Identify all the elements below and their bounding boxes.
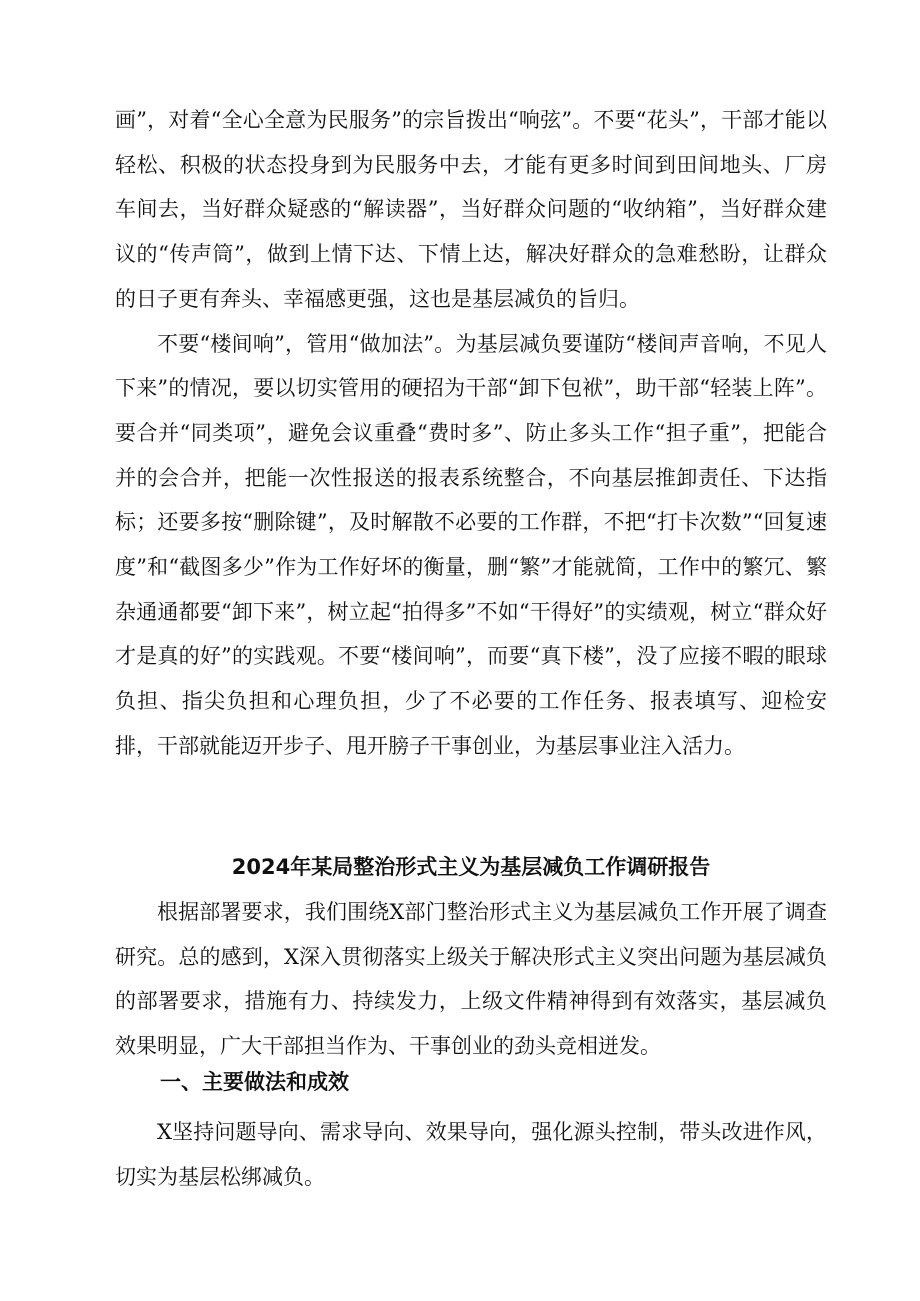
report-title: 2024年某局整治形式主义为基层减负工作调研报告 bbox=[231, 855, 711, 879]
section-paragraph: X坚持问题导向、需求导向、效果导向，强化源头控制，带头改进作风，切实为基层松绑减负。 bbox=[115, 1120, 827, 1189]
section-body bbox=[115, 1110, 827, 1199]
section-heading: 一、主要做法和成效 bbox=[160, 1070, 349, 1094]
body-paragraph: 不要“楼间响”，管用“做加法”。为基层减负要谨防“楼间声音响，不见人下来”的情况，要以切实管用的硬招为干部“卸下包袱”，助干部“轻装上阵”。要合并“同类项”，避免会议重叠“费时多”、防止多头工作“担子重”，把能合并的会合并，把能一次性报送的报表系统整合，不向基层推卸责任、下达指标；还要多按“删除键”，及时解散不必要的工作群，不把“打卡次数”“回复速度”和“截图多少”作为工作好坏的衡量，删“繁”才能就简，工作中的繁冗、繁杂通通都要“卸下来”，树立起“拍得多”不如“干得好”的实绩观，树立“群众好才是真的好”的实践观。不要“楼间响”，而要“真下楼”，没了应接不暇的眼球负担、指尖负担和心理负担，少了不必要的工作任务、报表填写、迎检安排，干部就能迈开步子、甩开膀子干事创业，为基层事业注入活力。 bbox=[115, 331, 827, 758]
body-paragraph-continued: 画”，对着“全心全意为民服务”的宗旨拨出“响弦”。不要“花头”，干部才能以轻松、积极的状态投身到为民服务中去，才能有更多时间到田间地头、厂房车间去，当好群众疑惑的“解读器”，当好群众问题的“收纳箱”，当好群众建议的“传声筒”，做到上情下达、下情上达，解决好群众的急难愁盼，让群众的日子更有奔头、幸福感更强，这也是基层减负的旨归。 bbox=[115, 108, 827, 311]
article-body bbox=[115, 98, 827, 769]
report-intro bbox=[115, 890, 827, 1069]
intro-paragraph: 根据部署要求，我们围绕X部门整治形式主义为基层减负工作开展了调查研究。总的感到，X深入贯彻落实上级关于解决形式主义突出问题为基层减负的部署要求，措施有力、持续发力，上级文件精神得到有效落实，基层减负效果明显，广大干部担当作为、干事创业的劲头竞相迸发。 bbox=[115, 900, 827, 1059]
